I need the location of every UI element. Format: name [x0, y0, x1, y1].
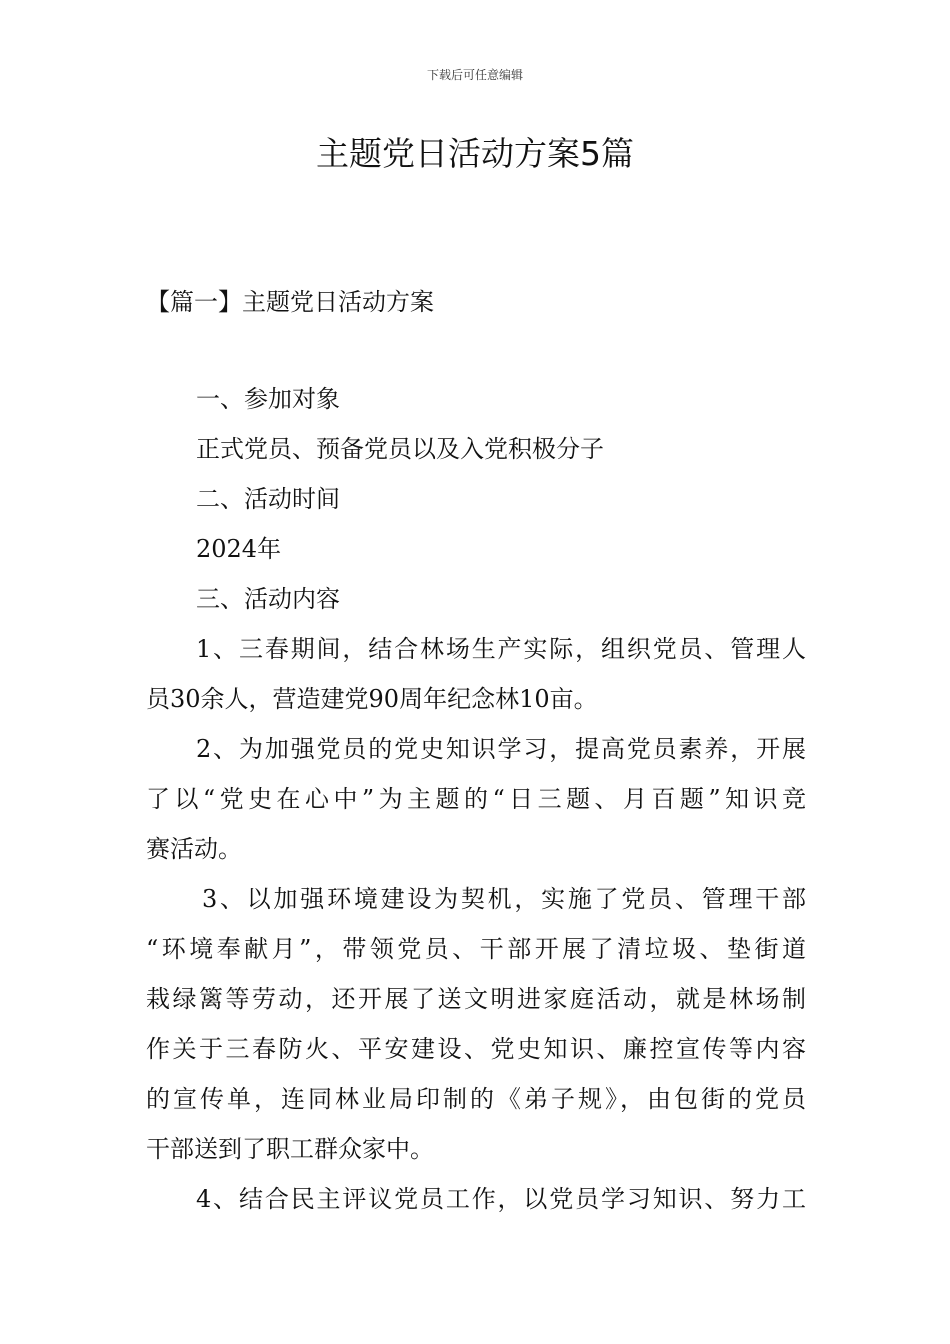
- section-heading: 【篇一】主题党日活动方案: [146, 288, 434, 316]
- paragraph-line: 赛活动。: [146, 835, 242, 863]
- paragraph-line: 3、以加强环境建设为契机，实施了党员、管理干部: [202, 885, 806, 913]
- paragraph-line: 4、结合民主评议党员工作，以党员学习知识、努力工: [196, 1185, 806, 1213]
- paragraph-line: 栽绿篱等劳动，还开展了送文明进家庭活动，就是林场制: [146, 985, 806, 1013]
- paragraph-line: 的宣传单，连同林业局印制的《弟子规》，由包街的党员: [146, 1085, 806, 1113]
- document-body: [146, 374, 806, 1224]
- paragraph-line: 员30余人，营造建党90周年纪念林10亩。: [146, 685, 598, 713]
- document-title: 主题党日活动方案5篇: [316, 134, 634, 173]
- paragraph-time: 2024年: [196, 535, 282, 563]
- paragraph-line: 作关于三春防火、平安建设、党史知识、廉控宣传等内容: [146, 1035, 806, 1063]
- paragraph-line: “环境奉献月”，带领党员、干部开展了清垃圾、垫街道: [146, 935, 806, 963]
- paragraph-line: 干部送到了职工群众家中。: [146, 1135, 434, 1163]
- paragraph-participants: 正式党员、预备党员以及入党积极分子: [196, 435, 604, 463]
- paragraph-line: 了以“党史在心中”为主题的“日三题、月百题”知识竞: [146, 785, 806, 813]
- heading-time: 二、活动时间: [196, 485, 340, 513]
- paragraph-line: 1、三春期间，结合林场生产实际，组织党员、管理人: [196, 635, 806, 663]
- heading-participants: 一、参加对象: [196, 385, 340, 413]
- paragraph-line: 2、为加强党员的党史知识学习，提高党员素养，开展: [196, 735, 806, 763]
- heading-content: 三、活动内容: [196, 585, 340, 613]
- header-note: 下载后可任意编辑: [426, 68, 523, 82]
